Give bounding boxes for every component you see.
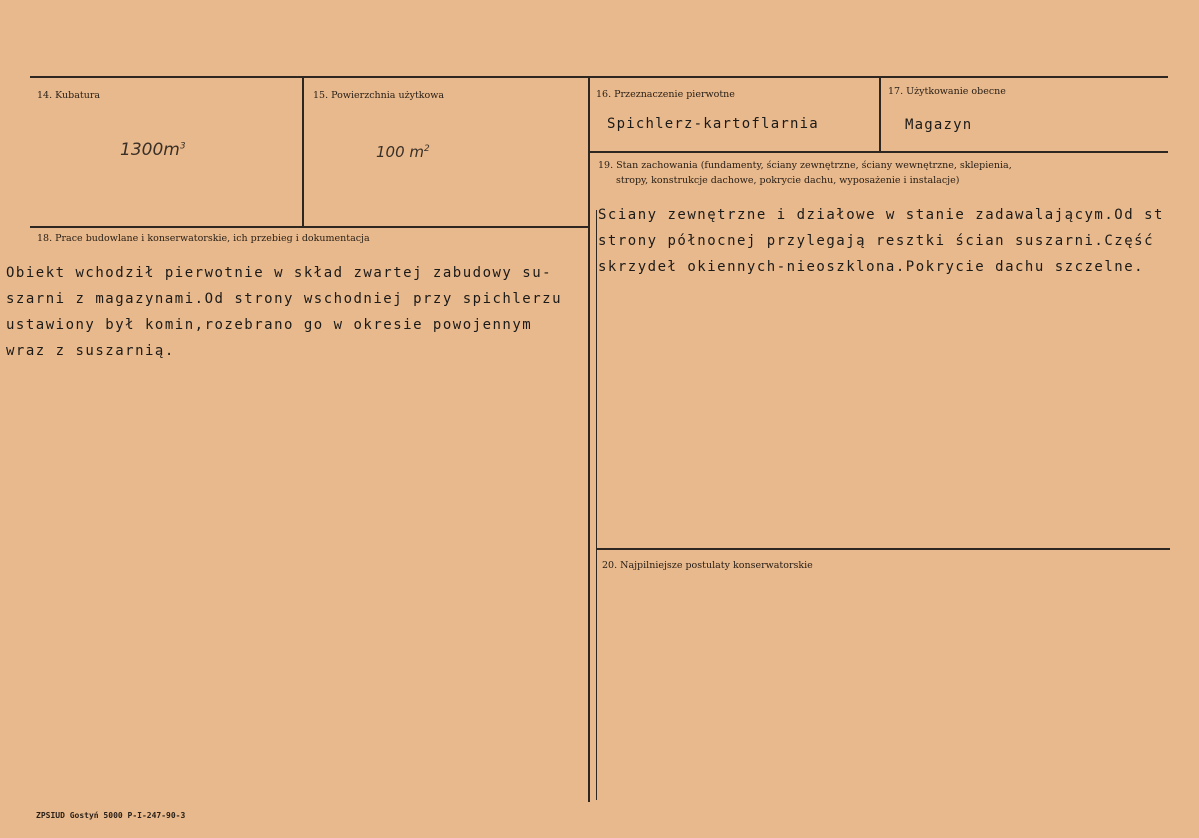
prace-label: 18. Prace budowlane i konserwatorskie, ich przebieg i dokumentacja xyxy=(37,233,370,244)
prace-line: wraz z suszarnią. xyxy=(6,343,175,359)
stan-label-1: 19. Stan zachowania (fundamenty, ściany zewnętrzne, ściany wewnętrzne, sklepienia, xyxy=(598,160,1012,171)
rule-above-20 xyxy=(596,548,1170,550)
stan-line: strony północnej przylegają resztki ścian suszarni.Część xyxy=(598,233,1155,249)
stan-line: skrzydeł okiennych-nieoszklona.Pokrycie dachu szczelne. xyxy=(598,259,1145,275)
kubatura-value-unit: 3 xyxy=(179,141,186,152)
przeznaczenie-value: Spichlerz-kartoflarnia xyxy=(607,116,819,132)
powierzchnia-value-unit: 2 xyxy=(424,144,430,154)
uzytkowanie-value: Magazyn xyxy=(905,117,973,133)
divider-19-20-left xyxy=(596,210,597,800)
prace-text xyxy=(6,260,562,364)
prace-line: szarni z magazynami.Od strony wschodniej przy spichlerzu xyxy=(6,291,563,307)
rule-under-16-17 xyxy=(588,151,1168,153)
prace-line: Obiekt wchodził pierwotnie w skład zwartej zabudowy su- xyxy=(6,265,553,281)
prace-line: ustawiony był komin,rozebrano go w okresie powojennym xyxy=(6,317,533,333)
rule-under-14-15 xyxy=(30,226,590,228)
stan-text xyxy=(598,202,1164,280)
przeznaczenie-label: 16. Przeznaczenie pierwotne xyxy=(596,89,735,100)
powierzchnia-value-text: 100 m xyxy=(376,143,425,161)
postulaty-label: 20. Najpilniejsze postulaty konserwatorskie xyxy=(602,560,813,571)
uzytkowanie-label: 17. Użytkowanie obecne xyxy=(888,86,1006,97)
stan-label-2: stropy, konstrukcje dachowe, pokrycie dachu, wyposażenie i instalacje) xyxy=(616,175,960,186)
kubatura-value-text: 1300m xyxy=(120,140,180,160)
powierzchnia-label: 15. Powierzchnia użytkowa xyxy=(313,90,445,101)
divider-left-right xyxy=(588,78,590,802)
top-rule xyxy=(30,76,1168,78)
kubatura-label: 14. Kubatura xyxy=(37,90,101,101)
stan-line: Sciany zewnętrzne i działowe w stanie zadawalającym.Od st xyxy=(598,207,1164,223)
powierzchnia-value xyxy=(376,143,430,161)
divider-14-15 xyxy=(302,78,304,228)
divider-16-17 xyxy=(879,78,881,152)
print-footer: ZPSIUD Gostyń 5000 P-I-247-90-3 xyxy=(36,811,186,820)
kubatura-value xyxy=(120,140,186,160)
